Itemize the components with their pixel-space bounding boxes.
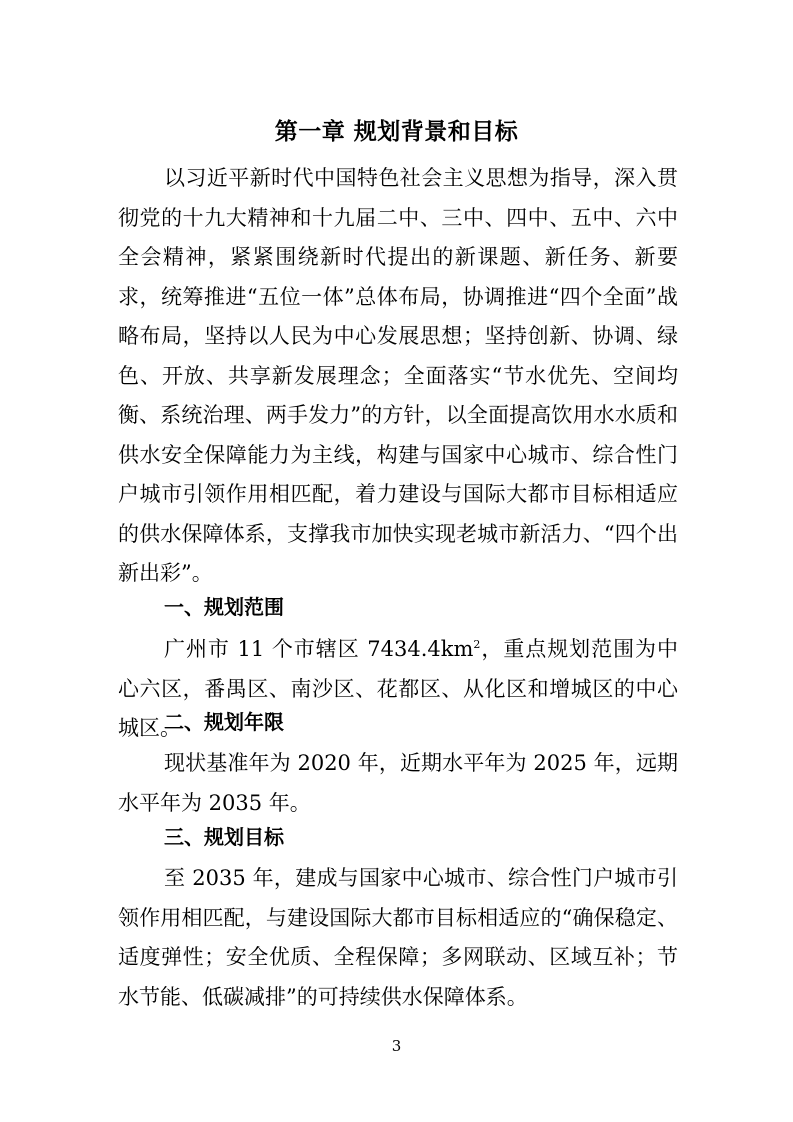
page-number: 3 <box>391 1037 402 1055</box>
section-body-goals: 至 2035 年，建成与国家中心城市、综合性门户城市引领作用相匹配，与建设国际大都市目标相适应的“确保稳定、适度弹性；安全优质、全程保障；多网联动、区域互补；节水节能、低碳减排”的可持续供水保障体系。 <box>118 866 678 1009</box>
area-unit-superscript: 2 <box>473 638 481 651</box>
section-heading-goals: 三、规划目标 <box>164 825 284 849</box>
scope-text-main: 广州市 11 个市辖区 7434.4km <box>164 637 474 661</box>
section-heading-period: 二、规划年限 <box>164 710 284 734</box>
intro-paragraph: 以习近平新时代中国特色社会主义思想为指导，深入贯彻党的十九大精神和十九届二中、三中、四中、五中、六中全会精神，紧紧围绕新时代提出的新课题、新任务、新要求，统筹推进“五位一体”总体布局，协调推进“四个全面”战略布局，坚持以人民为中心发展思想；坚持创新、协调、绿色、开放、共享新发展理念；全面落实“节水优先、空间均衡、系统治理、两手发力”的方针，以全面提高饮用水水质和供水安全保障能力为主线，构建与国家中心城市、综合性门户城市引领作用相匹配，着力建设与国际大都市目标相适应的供水保障体系，支撑我市加快实现老城市新活力、“四个出新出彩”。 <box>118 166 678 585</box>
chapter-title: 第一章 规划背景和目标 <box>274 119 519 145</box>
section-body-period: 现状基准年为 2020 年，近期水平年为 2025 年，远期水平年为 2035 年。 <box>118 751 678 815</box>
section-heading-scope: 一、规划范围 <box>164 595 284 619</box>
scope-text-rest: ，重点规划范围为中心六区，番禺区、南沙区、花都区、从化区和增城区的中心城区。 <box>118 637 678 740</box>
